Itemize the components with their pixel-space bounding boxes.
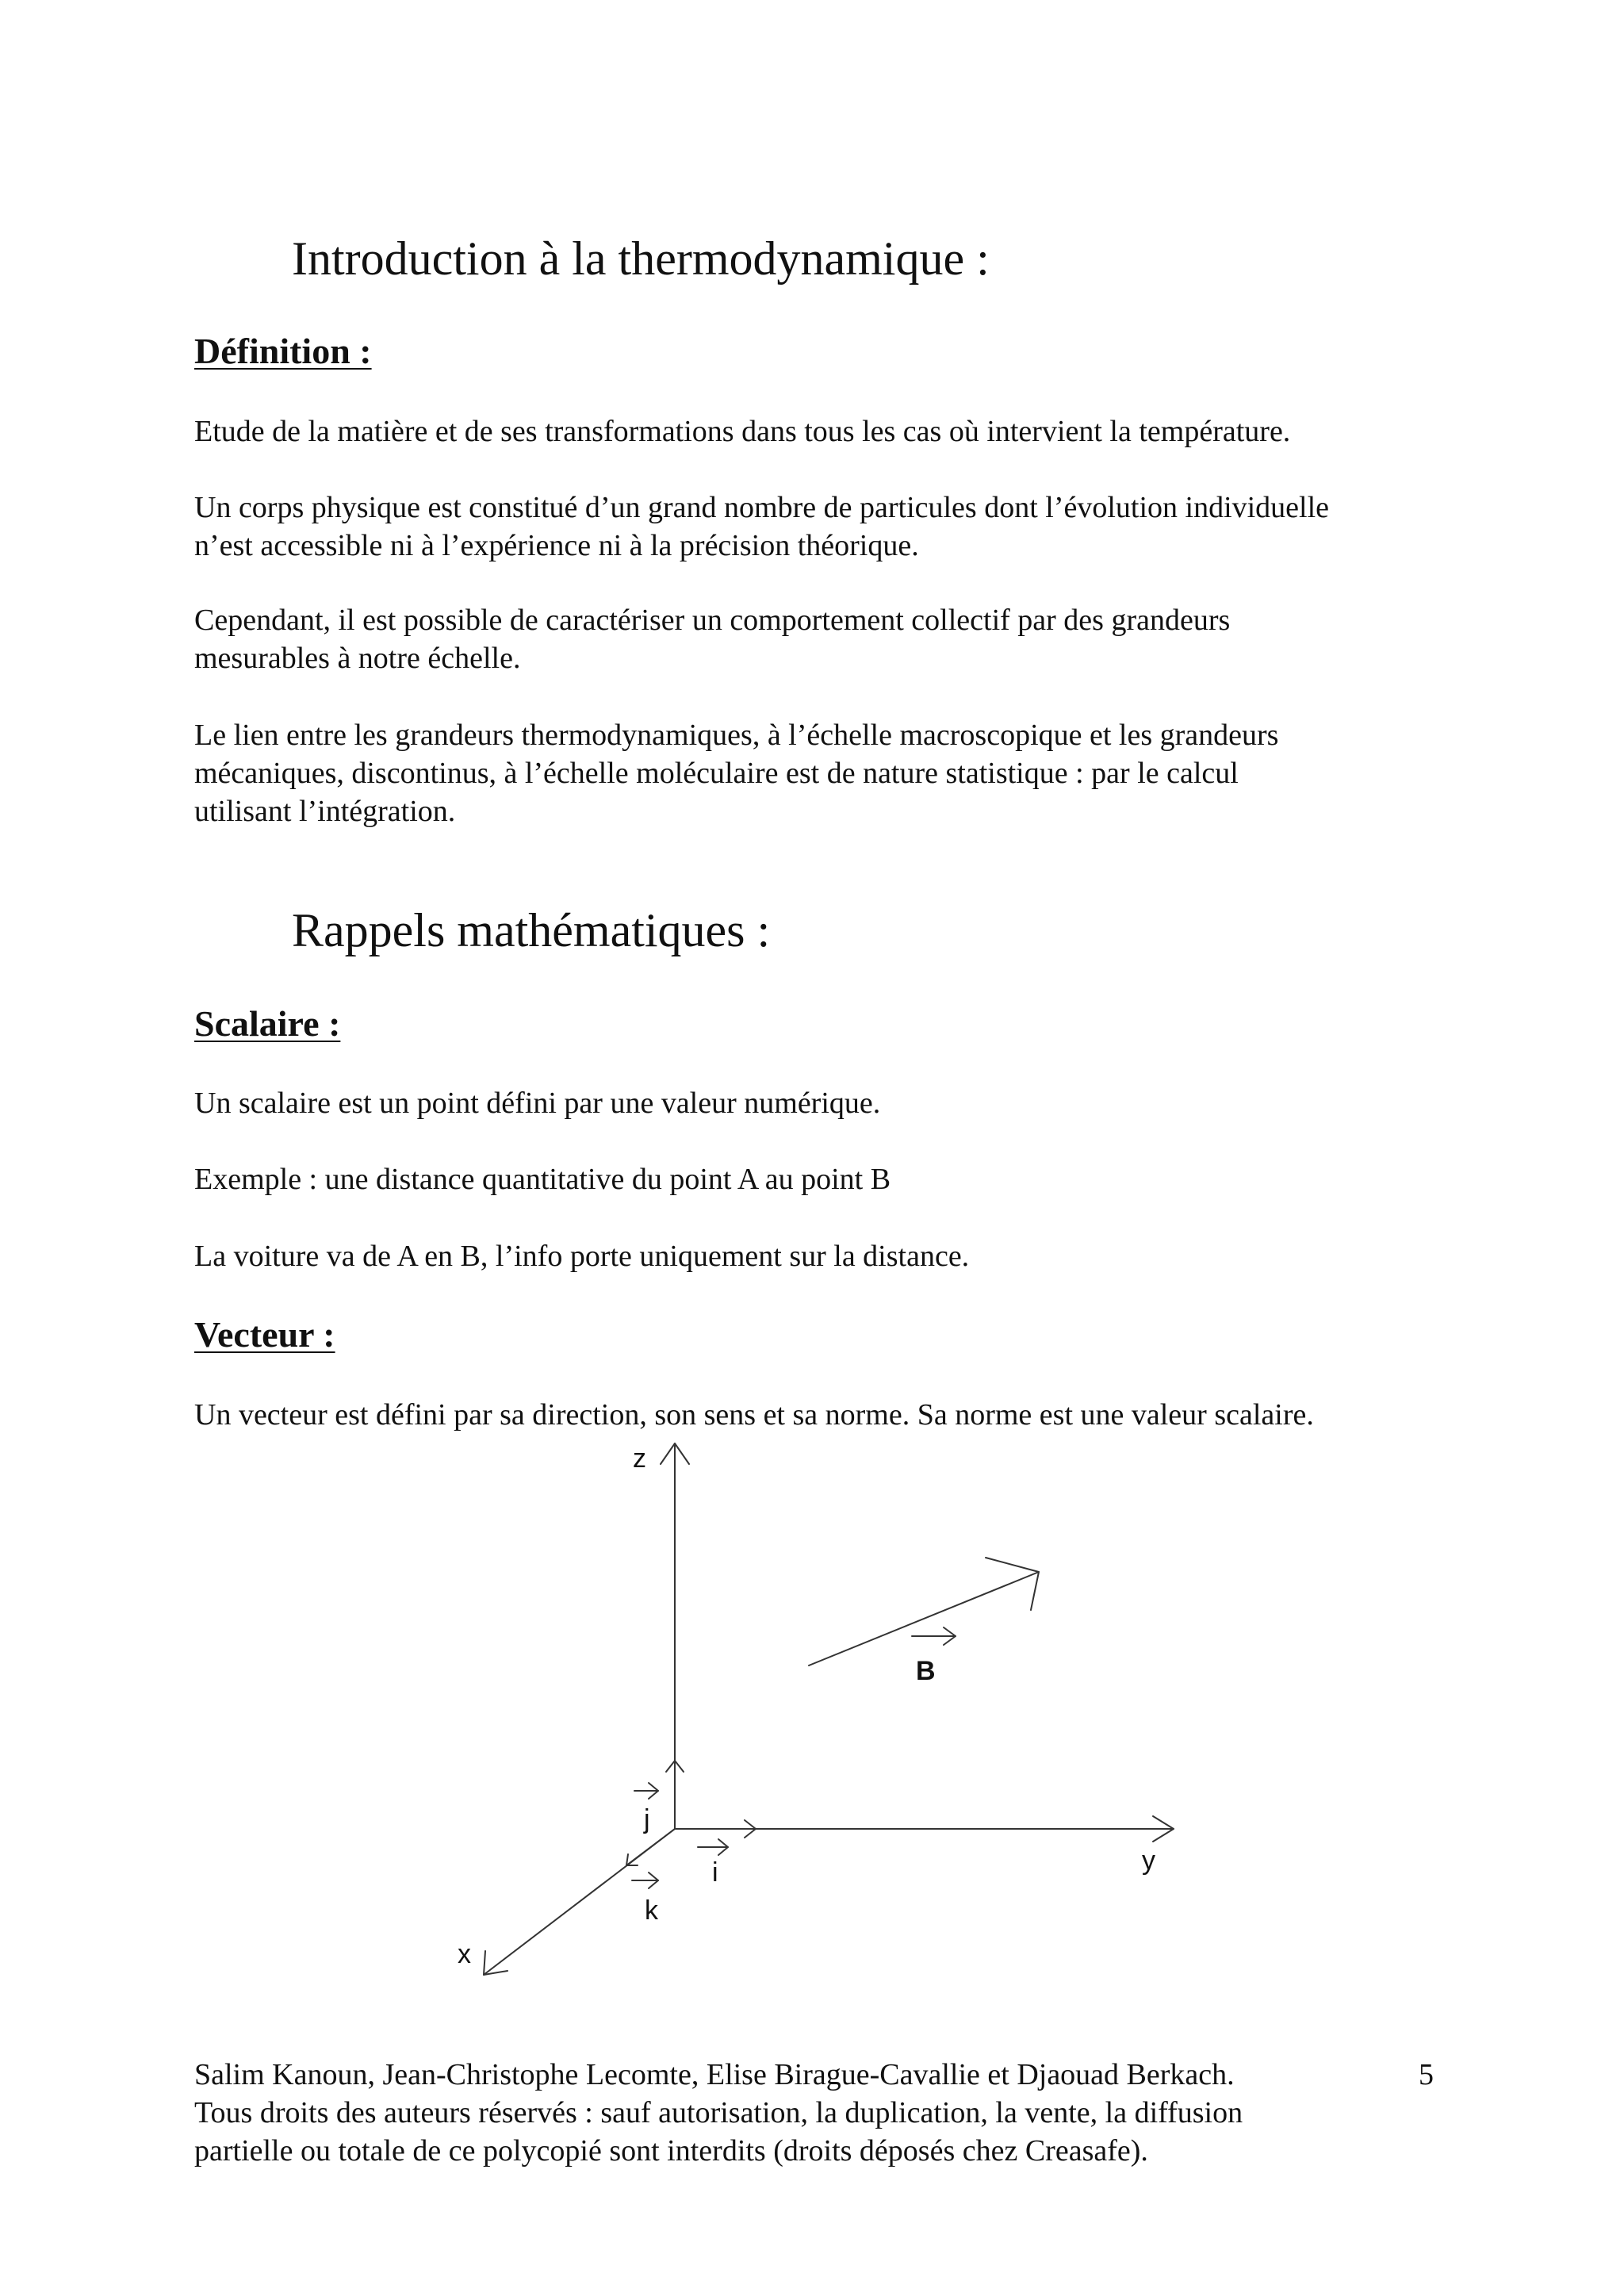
text-line: Cependant, il est possible de caractériser un comportement collectif par des grandeurs: [194, 604, 1231, 637]
unit-k-label: k: [645, 1895, 658, 1926]
unit-vector-k: [626, 1829, 675, 1888]
text-line: Le lien entre les grandeurs thermodynamiques, à l’échelle macroscopique et les grandeurs: [194, 719, 1279, 752]
vector-heading: Vecteur :: [194, 1314, 335, 1355]
footer-line: Tous droits des auteurs réservés : sauf autorisation, la duplication, la vente, la diffusion: [194, 2096, 1243, 2129]
text-line: Un vecteur est défini par sa direction, son sens et sa norme. Sa norme est une valeur scalaire.: [194, 1398, 1314, 1432]
axis-y-label: y: [1142, 1846, 1155, 1876]
text-line: Etude de la matière et de ses transformations dans tous les cas où intervient la température.: [194, 415, 1291, 448]
unit-vector-j: [634, 1761, 684, 1829]
math-title: Rappels mathématiques :: [292, 904, 771, 956]
text-line: mécaniques, discontinus, à l’échelle moléculaire est de nature statistique : par le calcul: [194, 757, 1239, 790]
unit-j-label: j: [644, 1804, 650, 1834]
text-line: La voiture va de A en B, l’info porte uniquement sur la distance.: [194, 1240, 970, 1273]
definition-heading: Définition :: [194, 331, 372, 371]
vector-b: [809, 1558, 1039, 1665]
text-line: mesurables à notre échelle.: [194, 642, 521, 675]
vector-b-label: B: [916, 1656, 936, 1686]
unit-vector-i: [675, 1820, 756, 1855]
page-number: 5: [1419, 2058, 1434, 2091]
text-line: Exemple : une distance quantitative du point A au point B: [194, 1163, 891, 1196]
axis-x-label: x: [458, 1939, 471, 1969]
footer-line: partielle ou totale de ce polycopié sont interdits (droits déposés chez Creasafe).: [194, 2134, 1148, 2168]
text-line: n’est accessible ni à l’expérience ni à la précision théorique.: [194, 529, 919, 562]
footer-line: Salim Kanoun, Jean-Christophe Lecomte, Elise Birague-Cavallie et Djaouad Berkach.: [194, 2058, 1235, 2091]
text-line: utilisant l’intégration.: [194, 795, 456, 828]
text-line: Un scalaire est un point défini par une valeur numérique.: [194, 1087, 881, 1120]
intro-title: Introduction à la thermodynamique :: [292, 232, 990, 285]
text-line: Un corps physique est constitué d’un grand nombre de particules dont l’évolution individuelle: [194, 491, 1330, 524]
footer: [194, 2056, 1243, 2170]
unit-i-label: i: [712, 1857, 718, 1888]
scalar-heading: Scalaire :: [194, 1003, 341, 1044]
axis-z-label: z: [633, 1443, 646, 1474]
